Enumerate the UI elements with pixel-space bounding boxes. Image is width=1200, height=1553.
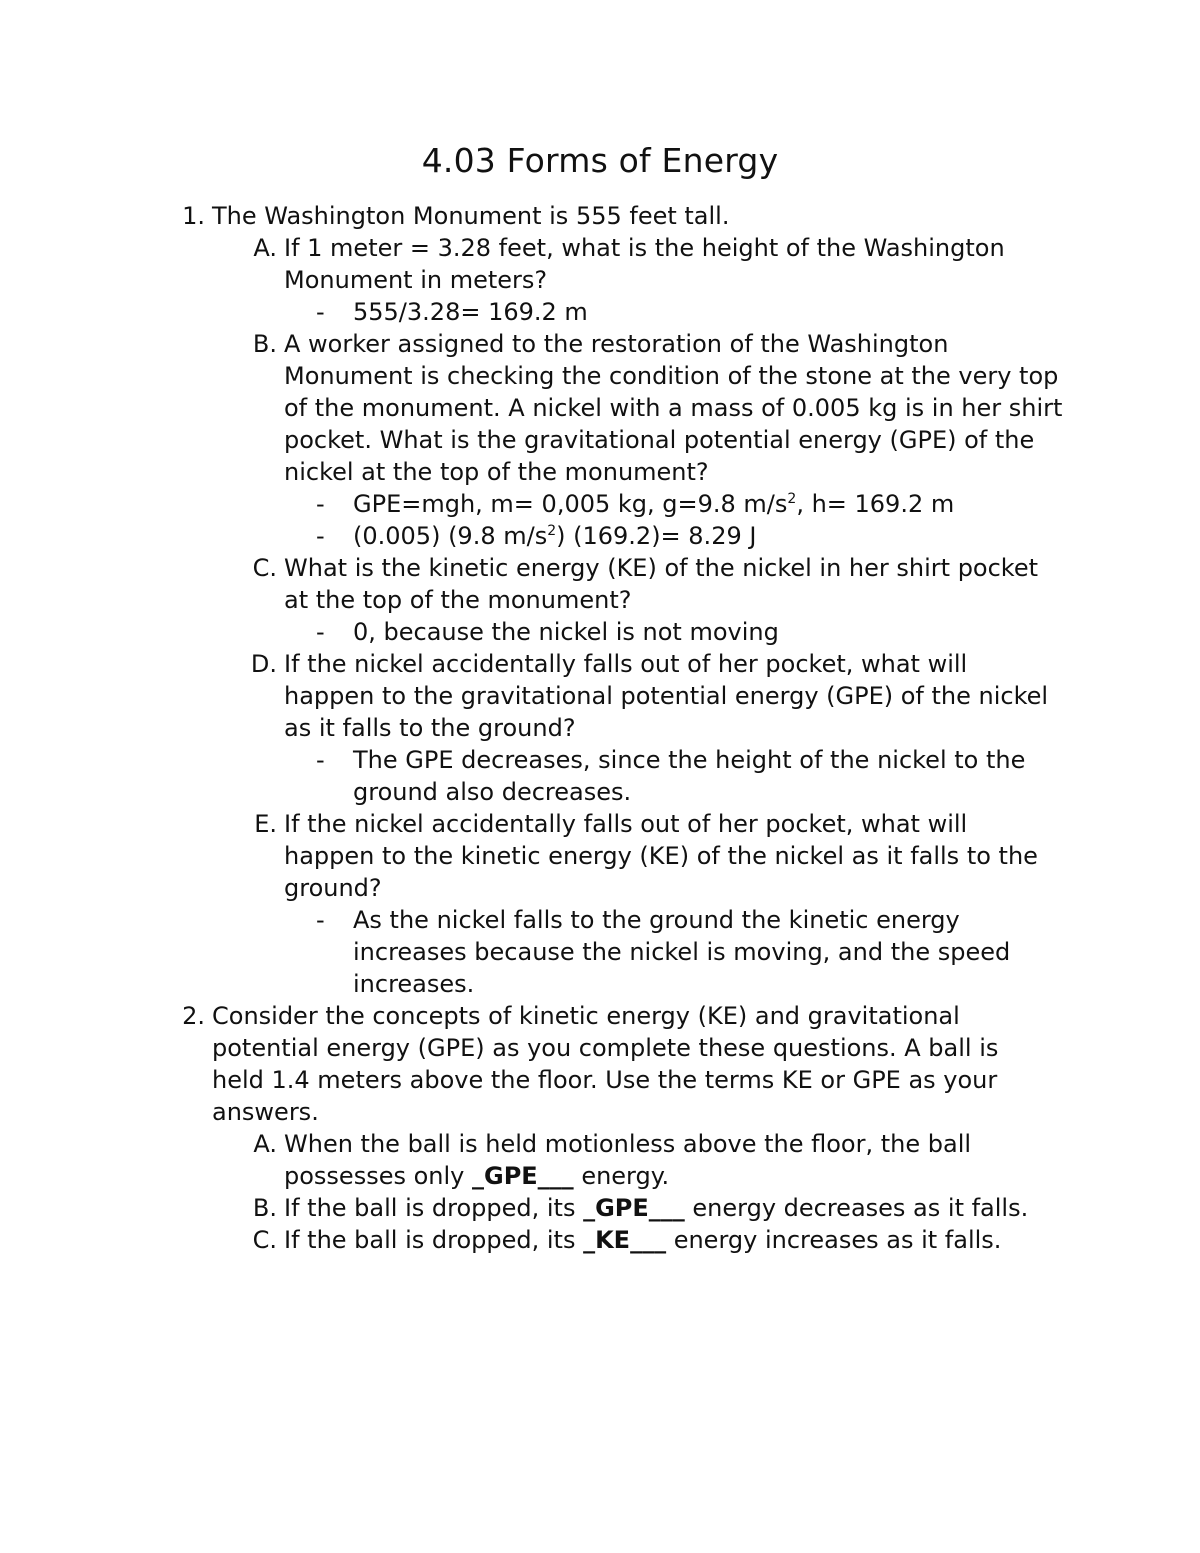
answer-text: 555/3.28= 169.2 m — [353, 298, 588, 326]
part-text: What is the kinetic energy (KE) of the nickel in her shirt pocket at the top of the monument? — [284, 554, 1039, 614]
part-text-pre: If the ball is dropped, its — [284, 1194, 584, 1222]
question-1-part-c — [0, 552, 1200, 616]
question-number: 1. — [182, 202, 205, 230]
part-text: If the nickel accidentally falls out of her pocket, what will happen to the kinetic energy (KE) of the nickel as it falls to the ground? — [284, 810, 1038, 902]
answer-text: 0, because the nickel is not moving — [353, 618, 779, 646]
part-text — [284, 1192, 1064, 1224]
question-text: The Washington Monument is 555 feet tall. — [212, 202, 730, 230]
part-text-pre: If the ball is dropped, its — [284, 1226, 584, 1254]
bullet-dash: - — [316, 522, 325, 550]
answer-item — [0, 296, 1200, 328]
part-text: If 1 meter = 3.28 feet, what is the height of the Washington Monument in meters? — [284, 234, 1005, 294]
question-1-part-d — [0, 648, 1200, 744]
part-letter: B. — [252, 330, 277, 358]
part-letter: E. — [254, 810, 277, 838]
fill-in-answer: _KE___ — [583, 1226, 667, 1254]
answer-item — [0, 744, 1200, 808]
answer-text-pre: (0.005) (9.8 m/s — [353, 522, 548, 550]
answer-item — [0, 488, 1200, 520]
document-body — [0, 200, 1200, 1256]
exponent: 2 — [547, 523, 557, 539]
bullet-dash: - — [316, 746, 325, 774]
exponent: 2 — [787, 491, 797, 507]
fill-in-answer: _GPE___ — [583, 1194, 685, 1222]
part-text: A worker assigned to the restoration of the Washington Monument is checking the condition of the stone at the very top of the monument. A nickel with a mass of 0.005 kg is in her shirt pocket. What is the gravitational potential energy (GPE) of the nickel at the top of the monument? — [284, 330, 1063, 486]
part-text-post: energy increases as it falls. — [666, 1226, 1002, 1254]
answer-text-pre: GPE=mgh, m= 0,005 kg, g=9.8 m/s — [353, 490, 788, 518]
answer-item — [0, 616, 1200, 648]
bullet-dash: - — [316, 490, 325, 518]
part-letter: B. — [252, 1194, 277, 1222]
part-letter: D. — [250, 650, 277, 678]
answer-text: The GPE decreases, since the height of the nickel to the ground also decreases. — [353, 746, 1026, 806]
bullet-dash: - — [316, 298, 325, 326]
answer-text-post: , h= 169.2 m — [796, 490, 955, 518]
part-letter: C. — [252, 554, 277, 582]
question-1-part-a — [0, 232, 1200, 296]
part-text-post: energy. — [573, 1162, 670, 1190]
part-text — [284, 1224, 1064, 1256]
answer-text — [353, 488, 1063, 520]
part-letter: C. — [252, 1226, 277, 1254]
part-text-pre: When the ball is held motionless above the floor, the ball possesses only — [284, 1130, 972, 1190]
bullet-dash: - — [316, 906, 325, 934]
answer-text: As the nickel falls to the ground the kinetic energy increases because the nickel is moving, and the speed increases. — [353, 906, 1011, 998]
part-text-post: energy decreases as it falls. — [684, 1194, 1029, 1222]
part-text — [284, 1128, 1064, 1192]
question-text: Consider the concepts of kinetic energy (KE) and gravitational potential energy (GPE) as you complete these questions. A ball is held 1.4 meters above the floor. Use the terms KE or GPE as your answers. — [212, 1002, 999, 1126]
part-letter: A. — [253, 1130, 277, 1158]
question-1-part-e — [0, 808, 1200, 904]
question-2-part-a — [0, 1128, 1200, 1192]
question-1 — [0, 200, 1200, 232]
fill-in-answer: _GPE___ — [472, 1162, 574, 1190]
page-title: 4.03 Forms of Energy — [421, 141, 779, 180]
part-text: If the nickel accidentally falls out of her pocket, what will happen to the gravitational potential energy (GPE) of the nickel as it falls to the ground? — [284, 650, 1049, 742]
answer-item — [0, 520, 1200, 552]
question-1-part-b — [0, 328, 1200, 488]
question-2-part-b — [0, 1192, 1200, 1224]
question-number: 2. — [182, 1002, 205, 1030]
answer-item — [0, 904, 1200, 1000]
bullet-dash: - — [316, 618, 325, 646]
part-letter: A. — [253, 234, 277, 262]
answer-text-post: ) (169.2)= 8.29 J — [556, 522, 757, 550]
question-2 — [0, 1000, 1200, 1128]
answer-text — [353, 520, 1063, 552]
question-2-part-c — [0, 1224, 1200, 1256]
